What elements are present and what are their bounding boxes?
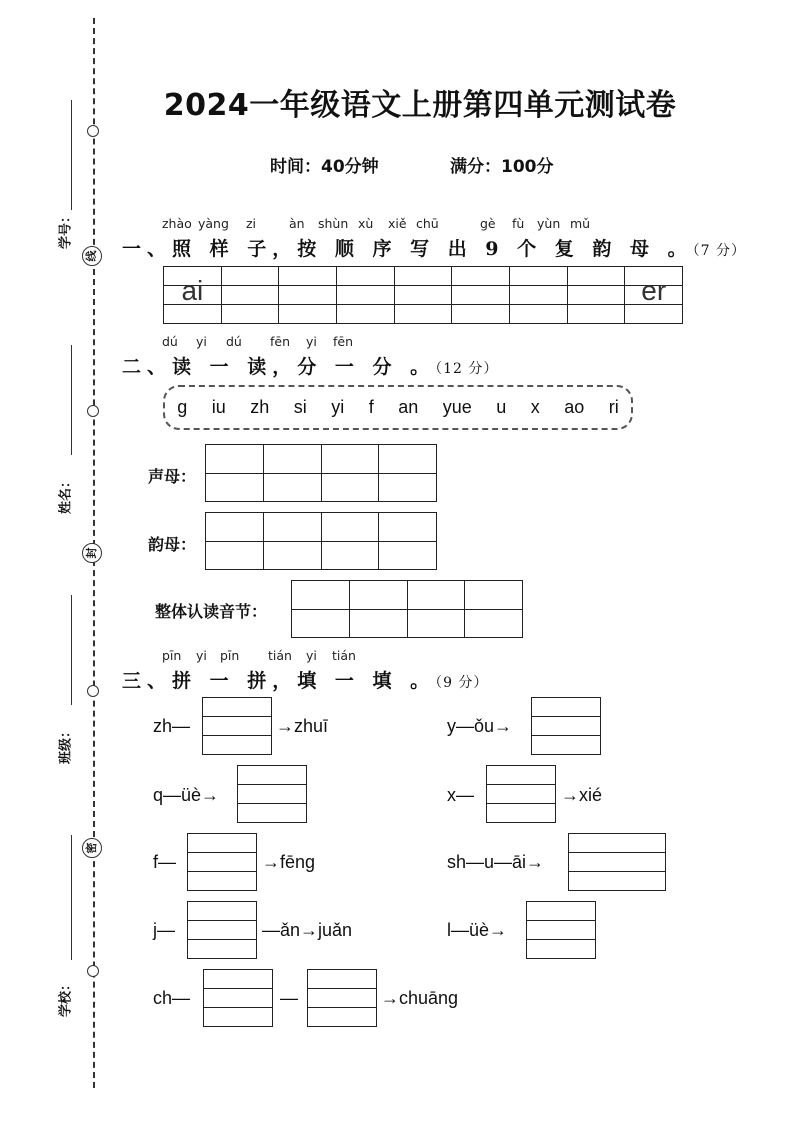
- q3-item-text: sh—u—āi→: [447, 852, 545, 872]
- letter-item: f: [368, 397, 374, 417]
- letter-item: yi: [331, 397, 345, 417]
- q3-answer-box[interactable]: [568, 833, 666, 891]
- grid-cell[interactable]: [464, 581, 522, 637]
- q1-pinyin: yàng: [198, 216, 229, 231]
- q3-pinyin: tián: [332, 648, 356, 663]
- q1-pinyin: fù: [512, 216, 525, 231]
- grid-cell[interactable]: [624, 267, 682, 323]
- q3-item-text: y—ǒu→: [447, 716, 513, 736]
- grid-cell[interactable]: [321, 445, 379, 501]
- letter-item: u: [496, 397, 507, 417]
- q3-answer-box[interactable]: [531, 697, 601, 755]
- grid-cell[interactable]: [378, 445, 436, 501]
- grid-cell[interactable]: [263, 513, 321, 569]
- grid-cell[interactable]: [206, 513, 263, 569]
- q3-item-text: f—: [153, 852, 177, 872]
- yunmu-grid[interactable]: [205, 512, 437, 570]
- q3-item-text: →chuāng: [381, 988, 459, 1008]
- grid-cell[interactable]: [509, 267, 567, 323]
- q1-writing-grid[interactable]: [163, 266, 683, 324]
- seal-xian: 线: [82, 246, 102, 266]
- q1-pinyin: zi: [246, 216, 257, 231]
- q2-score: （12 分）: [435, 361, 499, 377]
- q1-pinyin: mǔ: [570, 216, 591, 231]
- banji-label: 班级：: [58, 725, 74, 765]
- exam-time: 时间：40分钟: [270, 157, 379, 177]
- q1-example-first: ai: [181, 275, 204, 306]
- q3-heading: [122, 666, 488, 693]
- letter-item: an: [398, 397, 419, 417]
- exam-score: 满分：100分: [450, 157, 554, 177]
- q3-answer-box[interactable]: [202, 697, 272, 755]
- grid-cell[interactable]: [336, 267, 394, 323]
- q1-pinyin: xiě: [388, 216, 407, 231]
- q1-pinyin: shùn: [318, 216, 349, 231]
- q3-answer-box[interactable]: [187, 833, 257, 891]
- grid-cell[interactable]: [394, 267, 452, 323]
- q3-item-text: →zhuī: [276, 716, 329, 736]
- seal-feng: 封: [82, 543, 102, 563]
- q3-answer-box[interactable]: [187, 901, 257, 959]
- q3-item-text: ch—: [153, 988, 191, 1008]
- q1-pinyin: yùn: [537, 216, 561, 231]
- q3-item-text: zh—: [153, 716, 191, 736]
- xuehao-label: 学号：: [58, 210, 74, 250]
- yunmu-label: 韵母：: [148, 535, 197, 554]
- q3-pinyin: yi: [196, 648, 207, 663]
- banji-underline: [71, 595, 72, 705]
- binding-circle: [87, 685, 99, 697]
- q2-heading-text: 二、读 一 读，分 一 分 。: [122, 356, 436, 378]
- zhengti-label: 整体认读音节：: [155, 602, 268, 621]
- letter-item: x: [530, 397, 540, 417]
- letter-item: g: [177, 397, 188, 417]
- q3-item-text: —: [280, 988, 298, 1008]
- xingming-underline: [71, 345, 72, 455]
- letter-item: yue: [442, 397, 472, 417]
- grid-cell[interactable]: [321, 513, 379, 569]
- q2-letter-box: [163, 385, 633, 430]
- seal-mi: 密: [82, 838, 102, 858]
- grid-cell[interactable]: [407, 581, 465, 637]
- binding-circle: [87, 405, 99, 417]
- grid-cell[interactable]: [292, 581, 349, 637]
- xingming-label: 姓名：: [58, 475, 74, 515]
- q3-answer-box[interactable]: [237, 765, 307, 823]
- grid-cell[interactable]: [206, 445, 263, 501]
- q3-pinyin: yi: [306, 648, 317, 663]
- q3-item-text: →xié: [561, 785, 603, 805]
- q1-pinyin: àn: [289, 216, 305, 231]
- q1-pinyin: zhào: [162, 216, 192, 231]
- shengmu-grid[interactable]: [205, 444, 437, 502]
- q1-heading-text: 一、照 样 子，按 顺 序 写 出 9 个 复 韵 母 。: [122, 238, 693, 260]
- page-title: 2024一年级语文上册第四单元测试卷: [163, 88, 677, 123]
- q1-heading: [122, 234, 746, 261]
- grid-cell[interactable]: [451, 267, 509, 323]
- q2-heading: [122, 352, 498, 379]
- xuexiao-underline: [71, 835, 72, 960]
- q3-item-text: x—: [447, 785, 474, 805]
- q3-pinyin: tián: [268, 648, 292, 663]
- q3-item-text: q—üè→: [153, 785, 220, 805]
- q2-pinyin: yi: [306, 334, 317, 349]
- letter-item: ao: [564, 397, 585, 417]
- q3-item-text: —ǎn→juǎn: [262, 920, 353, 940]
- q1-score: （7 分）: [692, 243, 746, 259]
- grid-cell[interactable]: [278, 267, 336, 323]
- binding-circle: [87, 965, 99, 977]
- q2-pinyin: fēn: [333, 334, 354, 349]
- q2-pinyin: dú: [226, 334, 242, 349]
- grid-cell[interactable]: [221, 267, 279, 323]
- xuexiao-label: 学校：: [58, 978, 74, 1018]
- letter-item: si: [293, 397, 307, 417]
- q3-answer-box[interactable]: [307, 969, 377, 1027]
- grid-cell[interactable]: [567, 267, 625, 323]
- q1-pinyin: xù: [358, 216, 374, 231]
- q1-pinyin: chū: [416, 216, 439, 231]
- letter-item: ri: [608, 397, 619, 417]
- q3-answer-box[interactable]: [526, 901, 596, 959]
- q3-pinyin: pīn: [162, 648, 182, 663]
- grid-cell[interactable]: [263, 445, 321, 501]
- letter-item: zh: [250, 397, 270, 417]
- q2-pinyin: dú: [162, 334, 178, 349]
- zhengti-grid[interactable]: [291, 580, 523, 638]
- q2-pinyin: fēn: [270, 334, 291, 349]
- q3-heading-text: 三、拼 一 拼，填 一 填 。: [122, 670, 436, 692]
- grid-cell[interactable]: [164, 267, 221, 323]
- q1-pinyin: gè: [480, 216, 496, 231]
- binding-circle: [87, 125, 99, 137]
- q3-answer-box[interactable]: [203, 969, 273, 1027]
- grid-cell[interactable]: [378, 513, 436, 569]
- q3-item-text: j—: [153, 920, 175, 940]
- q3-pinyin: pīn: [220, 648, 240, 663]
- grid-cell[interactable]: [349, 581, 407, 637]
- letter-item: iu: [211, 397, 226, 417]
- q3-score: （9 分）: [435, 675, 489, 691]
- q3-item-text: →fēng: [262, 852, 316, 872]
- q1-example-last: er: [641, 275, 667, 306]
- q3-item-text: l—üè→: [447, 920, 508, 940]
- q2-pinyin: yi: [196, 334, 207, 349]
- shengmu-label: 声母：: [148, 467, 197, 486]
- q3-answer-box[interactable]: [486, 765, 556, 823]
